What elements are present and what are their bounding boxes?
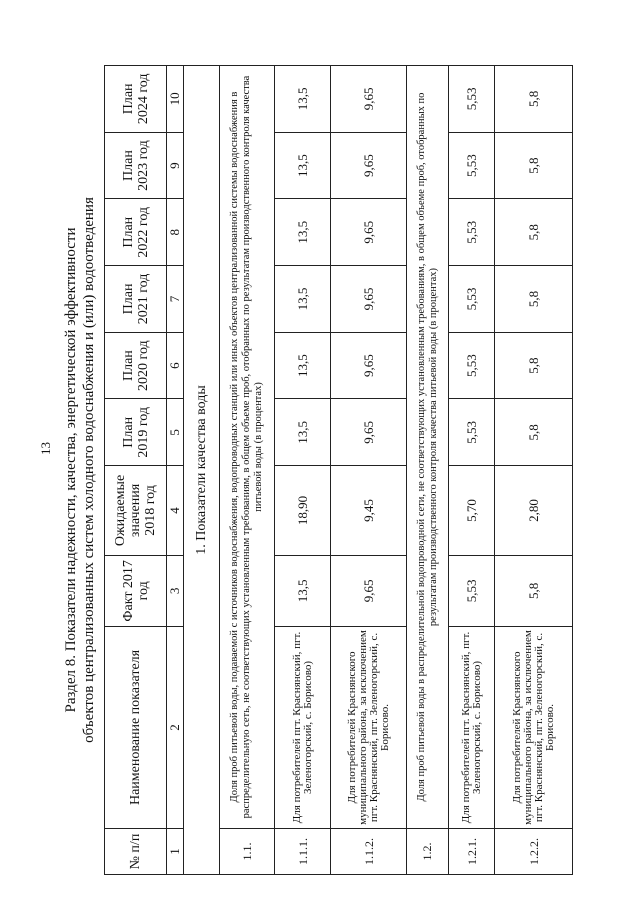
indicator-name: Для потребителей Краснянского муниципального района, за исключением пгт. Краснянский, пгт. Зеленогорский, с. Борисово. [331, 626, 407, 828]
value-cell: 5,8 [495, 399, 573, 466]
header-plan-2021: План 2021 год [105, 266, 167, 333]
value-cell: 5,53 [449, 199, 495, 266]
column-index: 9 [167, 132, 184, 199]
indicator-name: Для потребителей пгт. Краснянский, пгт. Зеленогорский, с. Борисово) [275, 626, 331, 828]
table-row [495, 66, 573, 875]
header-num: № п/п [105, 829, 167, 875]
header-row [105, 66, 167, 875]
value-cell: 9,65 [331, 555, 407, 626]
section-title-line2: объектов централизованных систем холодного водоснабжения и (или) водоотведения [81, 197, 97, 743]
value-cell: 5,53 [449, 132, 495, 199]
value-cell: 13,5 [275, 266, 331, 333]
value-cell: 9,65 [331, 266, 407, 333]
value-cell: 5,8 [495, 266, 573, 333]
value-cell: 13,5 [275, 199, 331, 266]
value-cell: 9,65 [331, 399, 407, 466]
row-number: 1.1.1. [275, 829, 331, 875]
header-plan-2020: План 2020 год [105, 332, 167, 399]
column-index: 2 [167, 626, 184, 828]
rotated-sheet [62, 65, 597, 875]
value-cell: 18,90 [275, 466, 331, 556]
value-cell: 5,53 [449, 266, 495, 333]
column-index: 10 [167, 66, 184, 133]
value-cell: 5,53 [449, 66, 495, 133]
section-title [62, 65, 98, 875]
value-cell: 2,80 [495, 466, 573, 556]
value-cell: 5,8 [495, 66, 573, 133]
value-cell: 13,5 [275, 399, 331, 466]
value-cell: 13,5 [275, 132, 331, 199]
value-cell: 9,65 [331, 332, 407, 399]
page-number: 13 [38, 442, 53, 455]
value-cell: 5,70 [449, 466, 495, 556]
value-cell: 13,5 [275, 332, 331, 399]
column-index: 6 [167, 332, 184, 399]
section-heading: 1. Показатели качества воды [184, 66, 220, 875]
value-cell: 5,53 [449, 332, 495, 399]
section-heading-row [184, 66, 220, 875]
value-cell: 9,65 [331, 66, 407, 133]
row-number: 1.2.1. [449, 829, 495, 875]
column-index: 7 [167, 266, 184, 333]
column-index: 4 [167, 466, 184, 556]
value-cell: 5,8 [495, 199, 573, 266]
value-cell: 9,65 [331, 132, 407, 199]
header-plan-2022: План 2022 год [105, 199, 167, 266]
table-row [275, 66, 331, 875]
value-cell: 5,53 [449, 399, 495, 466]
row-number: 1.1. [220, 829, 275, 875]
value-cell: 5,8 [495, 132, 573, 199]
indicator-name: Для потребителей Краснянского муниципального района, за исключением пгт. Краснянский, пгт. Зеленогорский, с. Борисово. [495, 626, 573, 828]
header-expected-2018: Ожидаемые значения 2018 год [105, 466, 167, 556]
indicators-table [104, 65, 573, 875]
value-cell: 5,53 [449, 555, 495, 626]
value-cell: 9,45 [331, 466, 407, 556]
header-fact-2017: Факт 2017 год [105, 555, 167, 626]
header-name: Наименование показателя [105, 626, 167, 828]
group-description: Доля проб питьевой воды в распределительной водопроводной сети, не соответствующих установленным требованиям, в общем объеме проб, отобранных по результатам производственного контроля качества питьевой воды (в процентах) [407, 66, 449, 829]
column-index: 1 [167, 829, 184, 875]
header-plan-2019: План 2019 год [105, 399, 167, 466]
table-row [331, 66, 407, 875]
value-cell: 5,8 [495, 332, 573, 399]
value-cell: 5,8 [495, 555, 573, 626]
group-row [220, 66, 275, 875]
column-index-row [167, 66, 184, 875]
header-plan-2024: План 2024 год [105, 66, 167, 133]
group-row [407, 66, 449, 875]
indicator-name: Для потребителей пгт. Краснянский, пгт. Зеленогорский, с. Борисово) [449, 626, 495, 828]
column-index: 3 [167, 555, 184, 626]
table-row [449, 66, 495, 875]
row-number: 1.2. [407, 829, 449, 875]
row-number: 1.2.2. [495, 829, 573, 875]
value-cell: 9,65 [331, 199, 407, 266]
column-index: 8 [167, 199, 184, 266]
row-number: 1.1.2. [331, 829, 407, 875]
section-title-line1: Раздел 8. Показатели надежности, качества, энергетической эффективности [63, 227, 79, 713]
column-index: 5 [167, 399, 184, 466]
group-description: Доля проб питьевой воды, подаваемой с источников водоснабжения, водопроводных станций или иных объектов централизованной системы водоснабжения в распределительную сеть, не соответствующих установленным требованиям, в общем объеме проб, отобранных по результатам производственного контроля качества питьевой воды (в процентах) [220, 66, 275, 829]
value-cell: 13,5 [275, 555, 331, 626]
header-plan-2023: План 2023 год [105, 132, 167, 199]
value-cell: 13,5 [275, 66, 331, 133]
